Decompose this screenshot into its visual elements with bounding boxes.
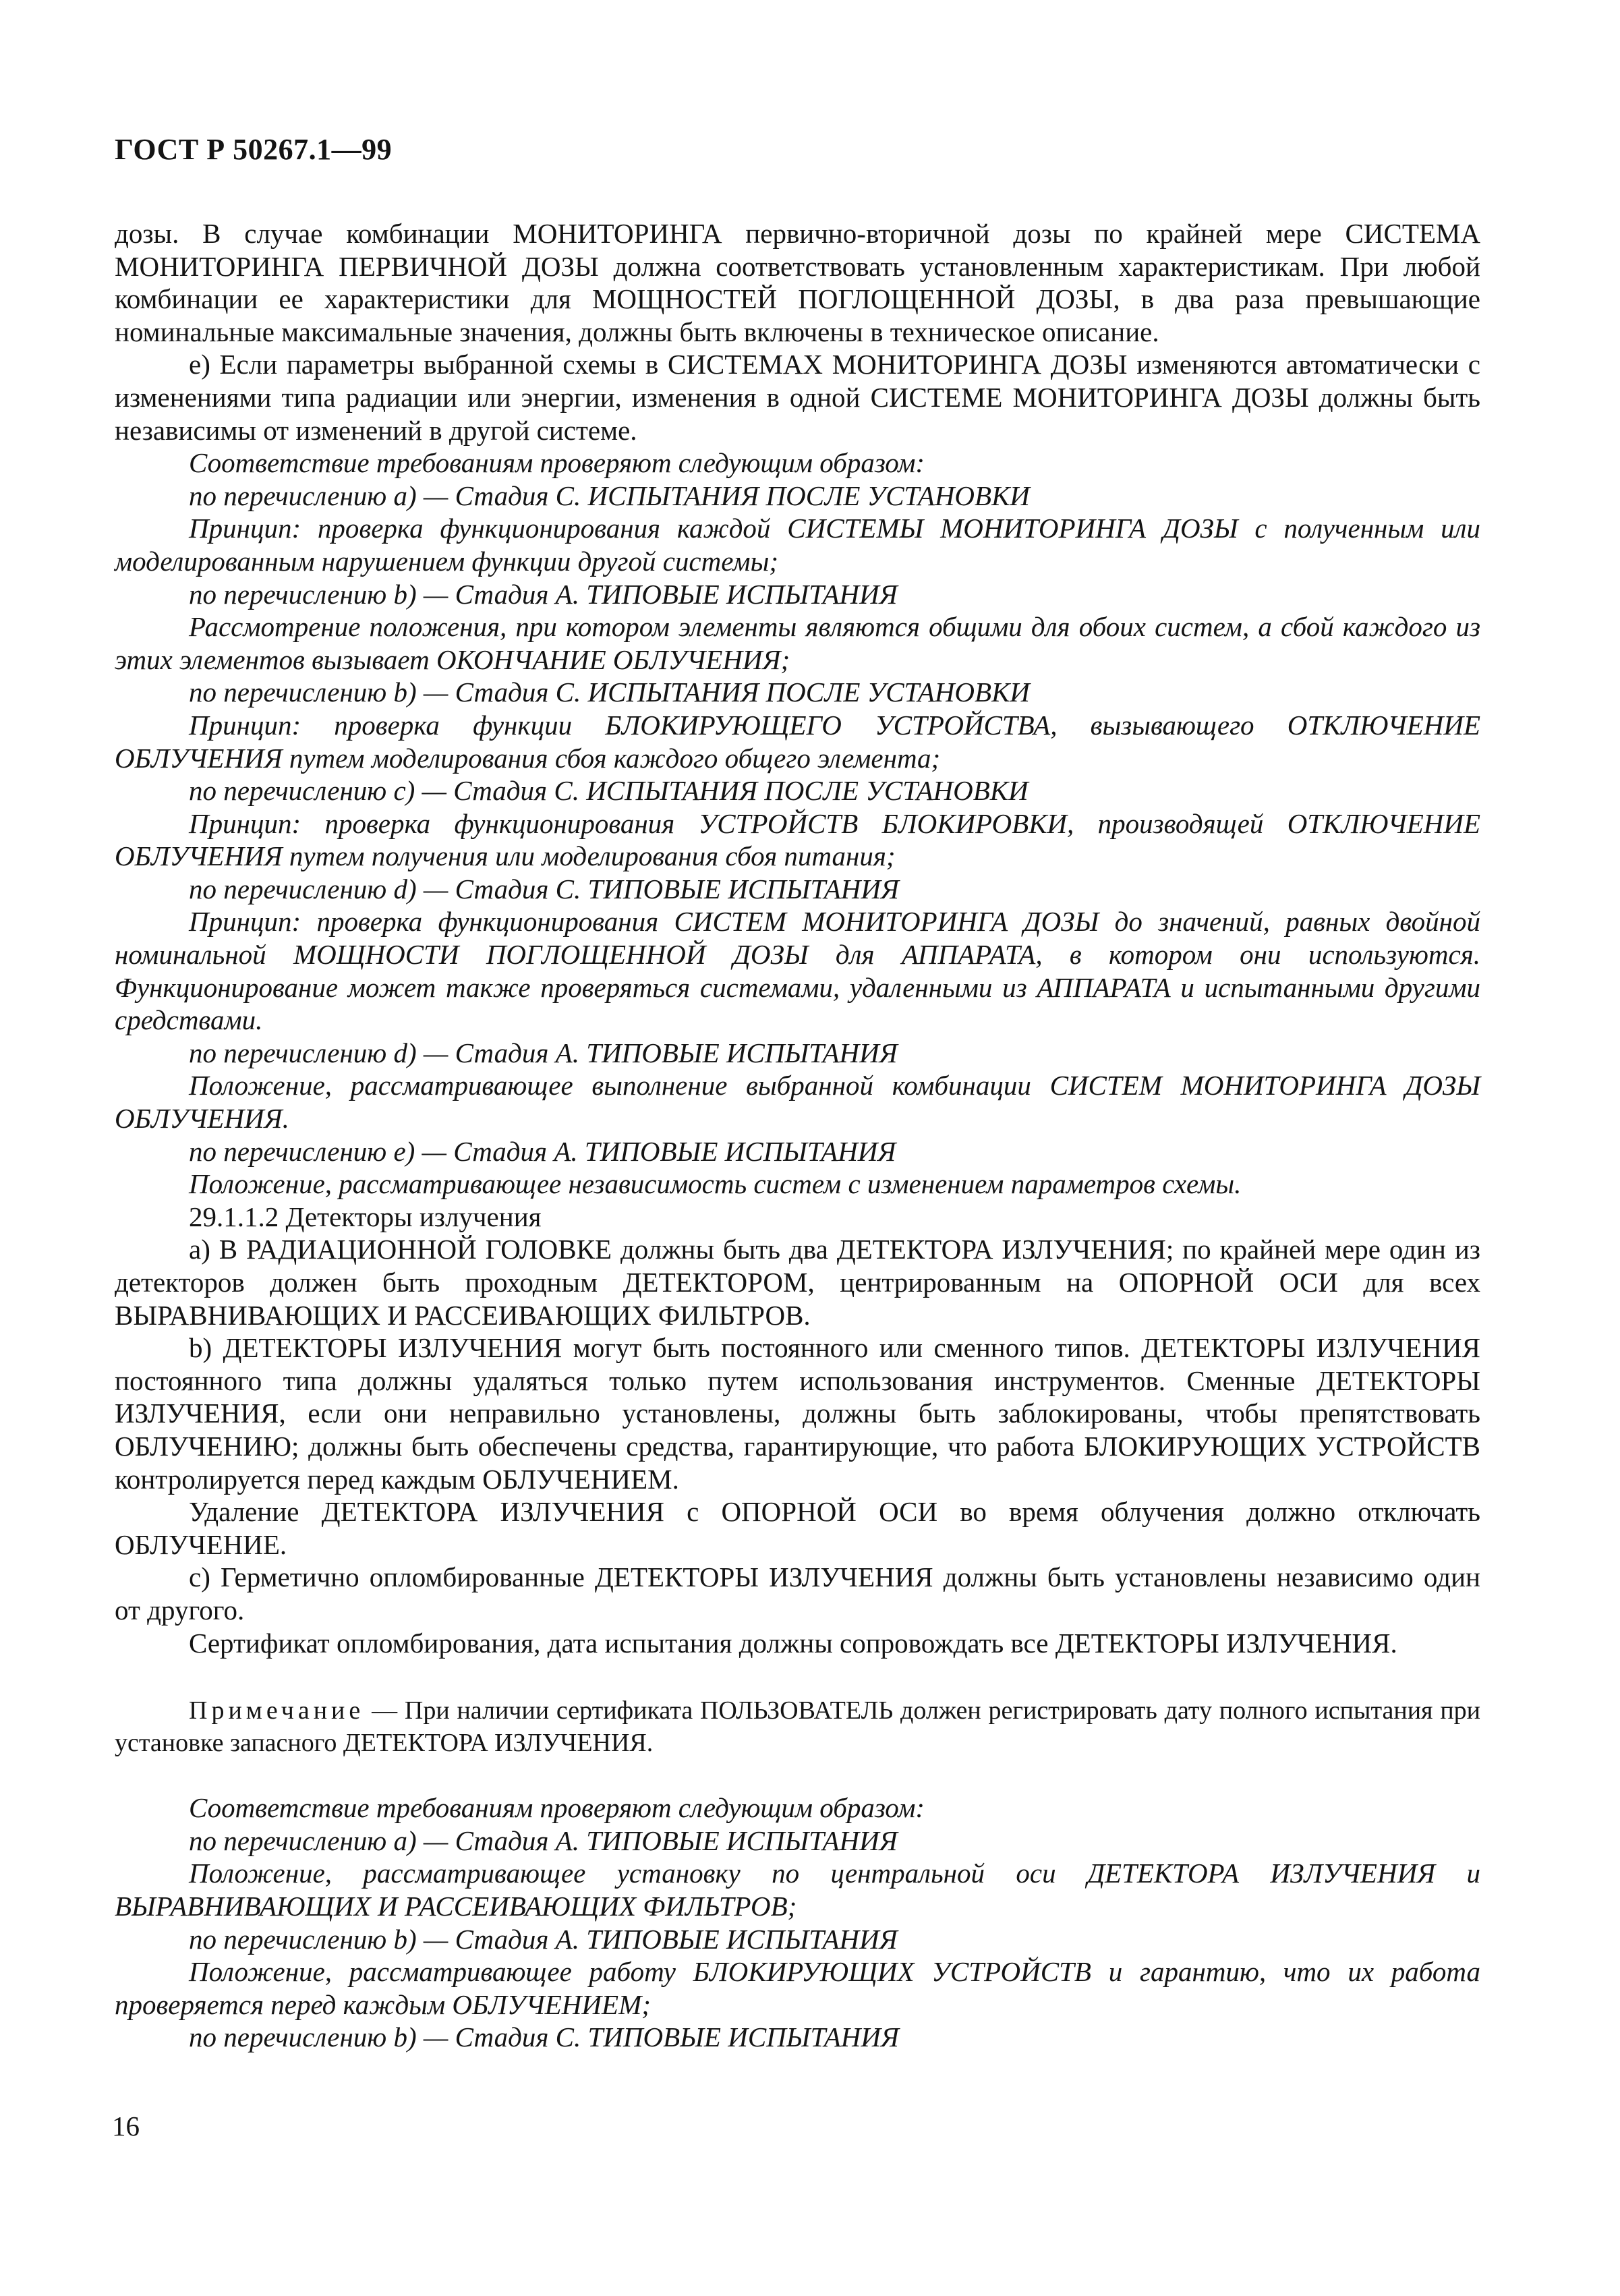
test-stage: по перечислению d) — Стадия С. ТИПОВЫЕ ИСПЫТАНИЯ	[189, 873, 899, 905]
test-principle: Положение, рассматривающее работу БЛОКИРУЮЩИХ УСТРОЙСТВ и гарантию, что их работа проверяется перед каждым ОБЛУЧЕНИЕМ;	[115, 1956, 1480, 2020]
test-stage: по перечислению b) — Стадия А. ТИПОВЫЕ ИСПЫТАНИЯ	[189, 1923, 898, 1955]
paragraph: с) Герметично опломбированные ДЕТЕКТОРЫ ИЗЛУЧЕНИЯ должны быть установлены независимо один от другого.	[115, 1561, 1480, 1626]
paragraph: b) ДЕТЕКТОРЫ ИЗЛУЧЕНИЯ могут быть постоянного или сменного типов. ДЕТЕКТОРЫ ИЗЛУЧЕНИЯ постоянного типа должны удаляться только путем использования инструментов. Сменные ДЕТЕКТОРЫ ИЗЛУЧЕНИЯ, если они неправильно установлены, должны быть заблокированы, чтобы препятствовать ОБЛУЧЕНИЮ; должны быть обеспечены средства, гарантирующие, что работа БЛОКИРУЮЩИХ УСТРОЙСТВ контролируется перед каждым ОБЛУЧЕНИЕМ.	[115, 1332, 1480, 1495]
test-principle: Рассмотрение положения, при котором элементы являются общими для обоих систем, а сбой каждого из этих элементов вызывает ОКОНЧАНИЕ ОБЛУЧЕНИЯ;	[115, 611, 1480, 675]
note-label: Примечание	[189, 1696, 365, 1725]
paragraph: дозы. В случае комбинации МОНИТОРИНГА первично-вторичной дозы по крайней мере СИСТЕМА МОНИТОРИНГА ПЕРВИЧНОЙ ДОЗЫ должна соответствовать установленным характеристикам. При любой комбинации ее характеристики для МОЩНОСТЕЙ ПОГЛОЩЕННОЙ ДОЗЫ, в два раза превышающие номинальные максимальные значения, должны быть включены в техническое описание.	[115, 218, 1480, 347]
test-stage: по перечислению а) — Стадия А. ТИПОВЫЕ ИСПЫТАНИЯ	[189, 1825, 898, 1856]
test-stage: по перечислению d) — Стадия А. ТИПОВЫЕ ИСПЫТАНИЯ	[189, 1037, 898, 1068]
document-body	[115, 217, 1480, 2054]
paragraph: Сертификат опломбирования, дата испытания должны сопровождать все ДЕТЕКТОРЫ ИЗЛУЧЕНИЯ.	[189, 1627, 1397, 1659]
paragraph: а) В РАДИАЦИОННОЙ ГОЛОВКЕ должны быть два ДЕТЕКТОРА ИЗЛУЧЕНИЯ; по крайней мере один из детекторов должен быть проходным ДЕТЕКТОРОМ, центрированным на ОПОРНОЙ ОСИ для всех ВЫРАВНИВАЮЩИХ И РАССЕИВАЮЩИХ ФИЛЬТРОВ.	[115, 1234, 1480, 1331]
spacer	[115, 1759, 1480, 1791]
test-principle: Положение, рассматривающее установку по центральной оси ДЕТЕКТОРА ИЗЛУЧЕНИЯ и ВЫРАВНИВАЮЩИХ И РАССЕИВАЮЩИХ ФИЛЬТРОВ;	[115, 1858, 1480, 1922]
spacer	[115, 1659, 1480, 1694]
page-number: 16	[112, 2111, 140, 2142]
test-stage: по перечислению а) — Стадия С. ИСПЫТАНИЯ ПОСЛЕ УСТАНОВКИ	[189, 480, 1030, 511]
test-principle: Положение, рассматривающее независимость систем с изменением параметров схемы.	[189, 1168, 1242, 1200]
test-stage: по перечислению b) — Стадия С. ИСПЫТАНИЯ ПОСЛЕ УСТАНОВКИ	[189, 677, 1030, 708]
test-principle: Принцип: проверка функционирования СИСТЕМ МОНИТОРИНГА ДОЗЫ до значений, равных двойной номинальной МОЩНОСТИ ПОГЛОЩЕННОЙ ДОЗЫ для АППАРАТА, в котором они используются. Функционирование может также проверяться системами, удаленными из АППАРАТА и испытанными другими средствами.	[115, 906, 1480, 1036]
test-principle: Принцип: проверка функционирования УСТРОЙСТВ БЛОКИРОВКИ, производящей ОТКЛЮЧЕНИЕ ОБЛУЧЕНИЯ путем получения или моделирования сбоя питания;	[115, 807, 1480, 872]
test-principle: Принцип: проверка функционирования каждой СИСТЕМЫ МОНИТОРИНГА ДОЗЫ с полученным или моделированным нарушением функции другой системы;	[115, 513, 1480, 577]
paragraph: Удаление ДЕТЕКТОРА ИЗЛУЧЕНИЯ с ОПОРНОЙ ОСИ во время облучения должно отключать ОБЛУЧЕНИЕ.	[115, 1496, 1480, 1560]
test-stage: по перечислению b) — Стадия С. ТИПОВЫЕ ИСПЫТАНИЯ	[189, 2021, 899, 2053]
test-stage: по перечислению b) — Стадия А. ТИПОВЫЕ ИСПЫТАНИЯ	[189, 578, 898, 610]
test-stage: по перечислению с) — Стадия С. ИСПЫТАНИЯ ПОСЛЕ УСТАНОВКИ	[189, 775, 1029, 807]
compliance-heading: Соответствие требованиям проверяют следующим образом:	[189, 447, 925, 479]
test-principle: Принцип: проверка функции БЛОКИРУЮЩЕГО УСТРОЙСТВА, вызывающего ОТКЛЮЧЕНИЕ ОБЛУЧЕНИЯ путем моделирования сбоя каждого общего элемента;	[115, 709, 1480, 774]
test-stage: по перечислению е) — Стадия А. ТИПОВЫЕ ИСПЫТАНИЯ	[189, 1135, 896, 1167]
note-text: — При наличии сертификата ПОЛЬЗОВАТЕЛЬ должен регистрировать дату полного испытания при установке запасного ДЕТЕКТОРА ИЗЛУЧЕНИЯ.	[115, 1696, 1481, 1758]
document-header: ГОСТ Р 50267.1—99	[115, 133, 393, 166]
paragraph: е) Если параметры выбранной схемы в СИСТЕМАХ МОНИТОРИНГА ДОЗЫ изменяются автоматически с изменениями типа радиации или энергии, изменения в одной СИСТЕМЕ МОНИТОРИНГА ДОЗЫ должны быть независимы от изменений в другой системе.	[115, 349, 1480, 446]
note	[115, 1694, 1480, 1759]
section-heading: 29.1.1.2 Детекторы излучения	[189, 1201, 542, 1232]
compliance-heading: Соответствие требованиям проверяют следующим образом:	[189, 1792, 925, 1824]
test-principle: Положение, рассматривающее выполнение выбранной комбинации СИСТЕМ МОНИТОРИНГА ДОЗЫ ОБЛУЧЕНИЯ.	[115, 1070, 1480, 1135]
